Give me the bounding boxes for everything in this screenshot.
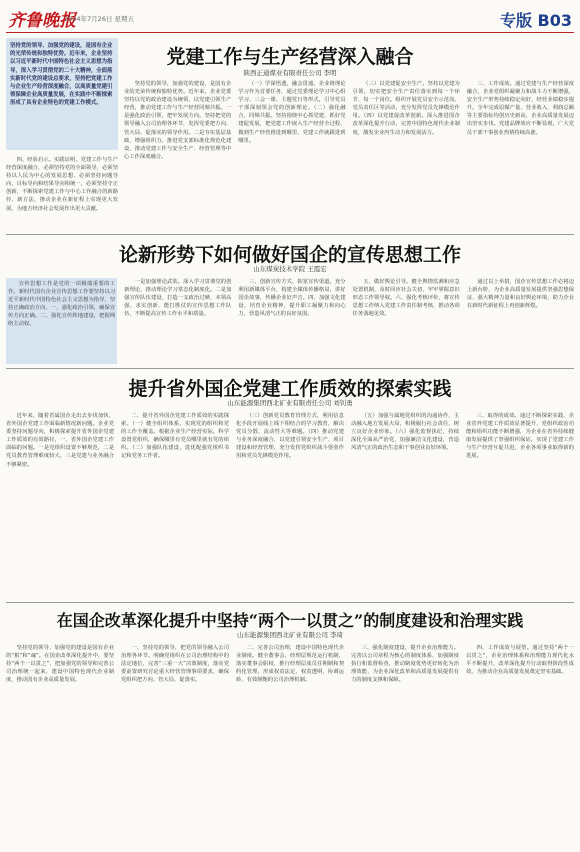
article-2-title: 论新形势下如何做好国企的宣传思想工作	[118, 244, 461, 266]
article-2-body	[6, 278, 574, 364]
article-2-column	[353, 278, 460, 364]
paragraph: 二、完善公司治理，建设中国特色现代企业制度。健全董事会、经理层规范运行机制，落实董事会职权，推行经理层成员任期制和契约化管理，形成权责法定、权责透明、协调运转、有效制衡的公司治理机制。	[236, 645, 344, 684]
article-4-column	[121, 644, 229, 844]
article-4-body	[6, 644, 574, 844]
article-1-column	[467, 80, 574, 230]
paragraph: 近年来，随着省属国企走出去步伐加快，省外国企党建工作面临新情况新问题。企业党委坚持问题导向，积极探索提升省外国企党建工作质效的有效路径，一、省外国企党建工作面临的问题。一是党组织设置不够规范，二是党员教育管理难度较大，三是党建与业务融合不够紧密。	[6, 413, 114, 468]
article-1-byline: 陕西正通煤业有限责任公司 李明	[243, 69, 337, 77]
section-label: 专版 B03	[499, 11, 572, 30]
paragraph: 三、强化制度建设，提升企业治理能力。完善以公司章程为核心的制度体系，加强制度执行和监督检查，推动制度优势更好转化为治理效能，为企业深化改革和高质量发展提供有力的制度支撑和保障。	[351, 645, 459, 684]
paragraph: 坚持党的领导，加强党的建设，是国有企业的光荣传统和独特优势。近年来，企业党委坚持以党的政治建设为统领，以党建引领生产经营，推动党建工作与生产经营同频共振。一是强化政治引领，把牢发展方向。坚持把党的领导融入公司治理各环节，发挥党委把方向、管大局、促落实的领导作用。二是夯实基层基础，增强组织力。推进党支部标准化规范化建设，推动党建工作与安全生产、经营管理等中心工作深度融合。	[124, 81, 232, 160]
paragraph: 通过以上举措，国企宣传思想工作必将迈上新台阶，为企业高质量发展提供坚强思想保证、强大精神力量和良好舆论环境，助力企业在新时代新征程上再创新辉煌。	[466, 279, 574, 310]
article-4-column	[466, 644, 574, 844]
paragraph: 一、坚持党的领导，把党的领导融入公司治理各环节。明确党组织在公司治理结构中的法定地位，完善“三重一大”决策制度，落实党委前置研究讨论重大经营管理事项要求，确保党组织把方向、管大局、促落实。	[121, 645, 229, 684]
article-1-left-body	[6, 156, 118, 230]
article-4-byline: 山东能源集团西北矿业有限公司 李琦	[236, 631, 344, 639]
article-3-column	[351, 412, 459, 598]
paragraph: 四、工作成效与展望。通过坚持“两个一以贯之”，企业治理体系和治理能力现代化水平不断提升，改革深化提升行动取得阶段性成效，为推动企业高质量发展奠定坚实基础。	[466, 645, 574, 676]
article-1-column	[238, 80, 345, 230]
paragraph: 二、提升省外国企党建工作质效的实践探索。（一）健全组织体系，实现党的组织和党的工作全覆盖。根据企业生产经营实际，科学设置党组织，确保哪里有党员哪里就有党的组织。（二）加强队伍建设，选优配强党组织书记和党务工作者。	[121, 413, 229, 460]
paragraph: 坚持党的领导、加强党的建设是国有企业的“根”和“魂”。在国企改革深化提升中，要坚持“两个一以贯之”，把加强党的领导和完善公司治理统一起来，建设中国特色现代企业制度，推动国有企业高质量发展。	[6, 645, 114, 684]
article-3-body	[6, 412, 574, 598]
article-2-byline: 山东煤炭技术学院 王霞宏	[253, 265, 327, 273]
paragraph: （一）学深悟透，融会贯通。企业将理论学习作为首要任务，通过党委理论学习中心组学习、三会一课、主题党日等形式，引导党员干部深刻领会党的创新理论。（二）强化融合，同频共振。坚持围绕中心抓党建、抓好党建促发展，把党建工作嵌入生产经营全过程，做到生产经营推进到哪里，党建工作就跟进到哪里。	[238, 81, 346, 144]
article-3-column	[6, 412, 114, 598]
article-2-column	[124, 278, 231, 364]
article-1-lead: 坚持党的领导、加强党的建设，是国有企业的光荣传统和独特优势。近年来，企业坚持以习近平新时代中国特色社会主义思想为指导，深入学习贯彻党的二十大精神，全面落实新时代党的建设总要求，坚持把党建工作与企业生产经营深度融合，以高质量党建引领保障企业高质量发展，在实践中不断探索形成了具有企业特色的党建工作模式。	[6, 38, 118, 150]
paragraph: 五、做好舆论引导。健全舆情监测和应急处置机制，及时回应社会关切，牢牢掌握意识形态工作领导权。六、强化考核评价，将宣传思想工作纳入党建工作责任制考核，推动各项任务落地见效。	[352, 279, 460, 318]
divider	[6, 368, 574, 369]
article-3-byline: 山东能源集团西北矿业有限责任公司 刘钊勇	[227, 399, 353, 407]
paragraph: 一是加强理论武装。深入学习贯彻党的创新理论，推动理论学习常态化制度化。二是加强宣传队伍建设，打造一支政治过硬、本领高强、求实创新、能打胜仗的宣传思想工作队伍，不断提高宣传工作水平和质量。	[124, 279, 232, 318]
divider	[6, 234, 574, 235]
paragraph: 四、经验启示。实践证明，党建工作与生产经营深度融合，必须坚持党的全面领导，必须坚持以人民为中心的发展思想，必须坚持问题导向、目标导向和结果导向相统一，必须坚持守正创新，不断探索党建工作与中心工作融合的新路径、新方法，推动企业在新征程上实现更大发展，为地方经济社会发展作出更大贡献。	[6, 157, 118, 212]
masthead	[6, 4, 574, 33]
article-4-title: 在国企改革深化提升中坚持“两个一以贯之”的制度建设和治理实践	[56, 611, 524, 630]
article-3-title: 提升省外国企党建工作质效的探索实践	[128, 378, 452, 400]
article-4-column	[236, 644, 344, 844]
article-3-column	[236, 412, 344, 598]
article-1-body	[124, 80, 574, 230]
article-1-column	[124, 80, 231, 230]
article-4-column	[6, 644, 114, 844]
newspaper-logo: 齐鲁晚报	[8, 11, 76, 31]
article-3-column	[466, 412, 574, 598]
paragraph: （三）以党建促安全生产。坚持以党建为引领，切实把安全生产责任落实到每一个环节、每一个岗位。组织开展党员安全示范岗、党员责任区等活动，充分发挥党员先锋模范作用。（四）以党建促改革创新。深入推进国企改革深化提升行动，完善中国特色现代企业制度，激发企业内生动力和发展活力。	[352, 81, 460, 136]
paragraph: （三）创新党员教育管理方式，利用信息化手段开展线上线下相结合的学习教育，解决党员分散、流动性大等难题。（四）推动党建与业务深度融合，以党建引领安全生产、项目建设和经营管理，充分发挥党组织战斗堡垒作用和党员先锋模范作用。	[236, 413, 344, 460]
issue-date: 2024年7月26日 星期五	[64, 15, 135, 23]
article-1-title: 党建工作与生产经营深入融合	[166, 46, 414, 68]
article-2-column	[238, 278, 345, 364]
paragraph: 三、创新宣传方式，拓宽宣传渠道。充分利用新媒体平台，构建全媒体传播格局，讲好国企故事，传播企业好声音。四、加强文化建设，培育企业精神，提升职工凝聚力和向心力，营造风清气正的良好氛围。	[238, 279, 346, 318]
paragraph: 宣传思想工作是党的一项极端重要的工作。新时代国有企业宣传思想工作要坚持以习近平新时代中国特色社会主义思想为指导，坚持正确政治方向，一、强化政治引领，确保宣传方向正确。二、强化宣传阵地建设，把握网络主动权。	[8, 281, 116, 328]
paragraph: 三、取得的成效。通过不断探索实践，企业省外党建工作质效显著提升，党组织政治功能和组织功能不断增强，为企业在省外持续健康发展提供了坚强组织保证，实现了党建工作与生产经营互促共进，企业各项事业取得新的进展。	[466, 413, 574, 460]
article-2-column	[467, 278, 574, 364]
article-1-column	[353, 80, 460, 230]
paragraph: 三、工作成效。通过党建与生产经营深度融合，企业党组织凝聚力和战斗力不断增强，安全生产形势持续稳定向好，经营业绩稳步提升。全年完成原煤产量、营业收入、利润总额等主要指标均创历史新高，企业高质量发展迈出坚实步伐。党建品牌效应不断显现，广大党员干部干事创业热情持续高涨。	[466, 81, 574, 136]
article-3-column	[121, 412, 229, 598]
article-4-column	[351, 644, 459, 844]
article-1-column	[6, 156, 118, 230]
divider	[6, 602, 574, 603]
article-2-summary	[6, 278, 117, 364]
paragraph: （五）加强与属地党组织的沟通协作，主动融入地方发展大局，积极履行社会责任，树立良好企业形象。（六）强化监督执纪，持续深化全面从严治党，加强廉洁文化建设，营造风清气正的政治生态和干事创业良好环境。	[351, 413, 459, 452]
